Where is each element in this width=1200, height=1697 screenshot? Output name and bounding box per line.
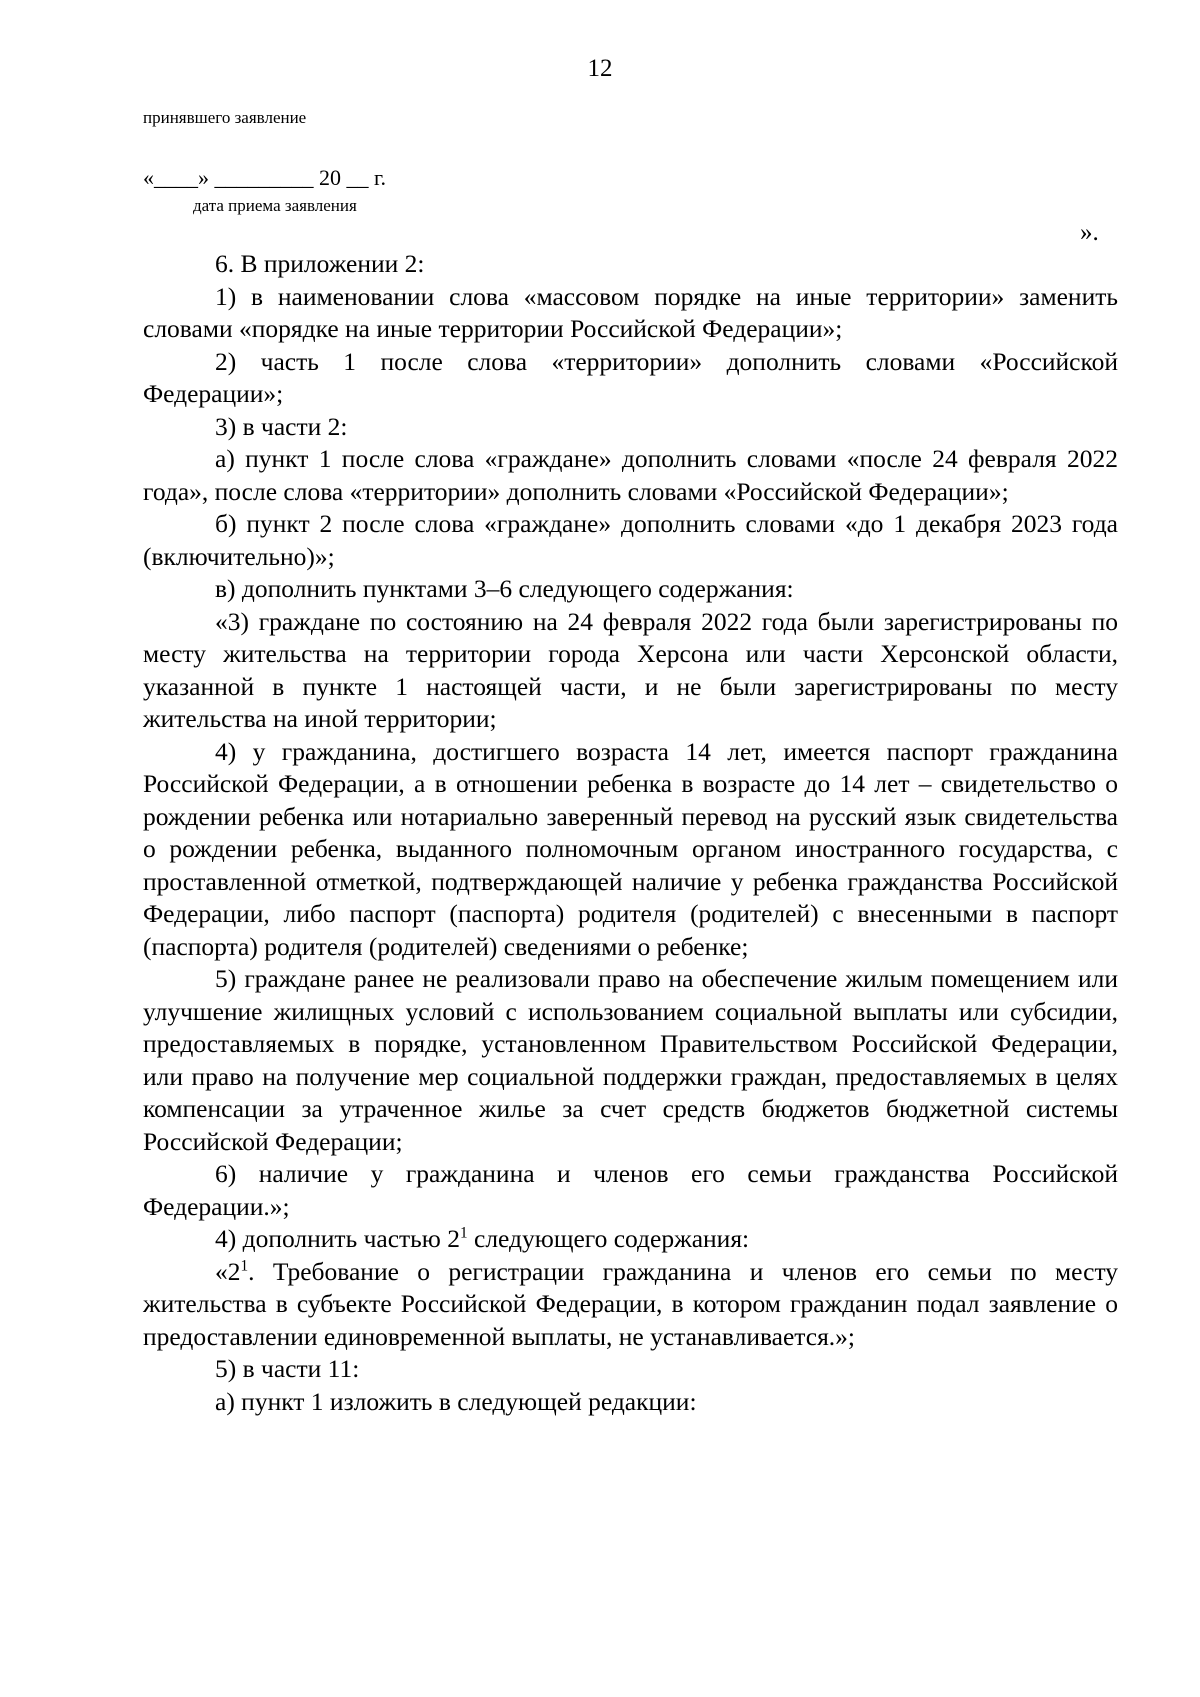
- paragraph-item-5: 5) в части 11:: [215, 1354, 360, 1383]
- paragraph-item-4: [143, 1223, 1118, 1256]
- closing-quote: ».: [1080, 219, 1099, 246]
- paragraph-text-start: 4) дополнить частью 2: [215, 1224, 460, 1253]
- paragraph-text-end: . Требование о регистрации гражданина и членов его семьи по месту жительства в субъекте Российской Федерации, в котором гражданин подал заявление о предоставлении единовременной выплаты, не устанавливается.»;: [143, 1256, 1118, 1351]
- superscript: 1: [240, 1257, 249, 1274]
- paragraph-item-3: 3) в части 2:: [215, 411, 348, 441]
- paragraph-text-end: следующего содержания:: [467, 1224, 750, 1253]
- paragraph-section-6: 6. В приложении 2:: [215, 249, 425, 278]
- paragraph-subitem-b: б) пункт 2 после слова «граждане» дополнить словами «до 1 декабря 2023 года (включительно)»;: [143, 509, 1118, 571]
- paragraph-subitem-a: а) пункт 1 после слова «граждане» дополнить словами «после 24 февраля 2022 года», после слова «территории» дополнить словами «Российской Федерации»;: [143, 444, 1118, 506]
- paragraph-item-1: 1) в наименовании слова «массовом порядке на иные территории» заменить словами «порядке на иные территории Российской Федерации»;: [143, 281, 1118, 343]
- paragraph-part-2-1: [143, 1256, 1118, 1354]
- superscript: 1: [459, 1224, 468, 1242]
- document-body: [143, 248, 1118, 1418]
- form-top-label: принявшего заявление: [143, 108, 307, 127]
- form-date-line: «____» _________ 20 __ г.: [143, 165, 387, 190]
- paragraph-point-4: 4) у гражданина, достигшего возраста 14 лет, имеется паспорт гражданина Российской Федерации, а в отношении ребенка в возрасте до 14 лет – свидетельство о рождении ребенка или нотариально заверенный перевод на русский язык свидетельства о рождении ребенка, выданного полномочным органом иностранного государства, с проставленной отметкой, подтверждающей наличие у ребенка гражданства Российской Федерации, либо паспорт (паспорта) родителя (родителей) с внесенными в паспорт (паспорта) родителя (родителей) сведениями о ребенке;: [143, 736, 1118, 961]
- paragraph-point-6: 6) наличие у гражданина и членов его семьи гражданства Российской Федерации.»;: [143, 1159, 1118, 1221]
- page-number: 12: [587, 55, 613, 82]
- paragraph-item-2: 2) часть 1 после слова «территории» дополнить словами «Российской Федерации»;: [143, 346, 1118, 408]
- paragraph-text-start: «2: [215, 1256, 241, 1286]
- paragraph-subitem-v: в) дополнить пунктами 3–6 следующего содержания:: [215, 574, 794, 603]
- paragraph-subitem-a-final: а) пункт 1 изложить в следующей редакции:: [215, 1386, 697, 1416]
- paragraph-point-3: «3) граждане по состоянию на 24 февраля 2022 года были зарегистрированы по месту жительства на территории города Херсона или части Херсонской области, указанной в пункте 1 настоящей части, и не были зарегистрированы по месту жительства на иной территории;: [143, 606, 1118, 733]
- paragraph-point-5: 5) граждане ранее не реализовали право на обеспечение жилым помещением или улучшение жилищных условий с использованием социальной выплаты или субсидии, предоставляемых в порядке, установленном Правительством Российской Федерации, или право на получение мер социальной поддержки граждан, предоставляемых в целях компенсации за утраченное жилье за счет средств бюджетов бюджетной системы Российской Федерации;: [143, 964, 1118, 1156]
- form-date-caption: дата приема заявления: [193, 196, 357, 215]
